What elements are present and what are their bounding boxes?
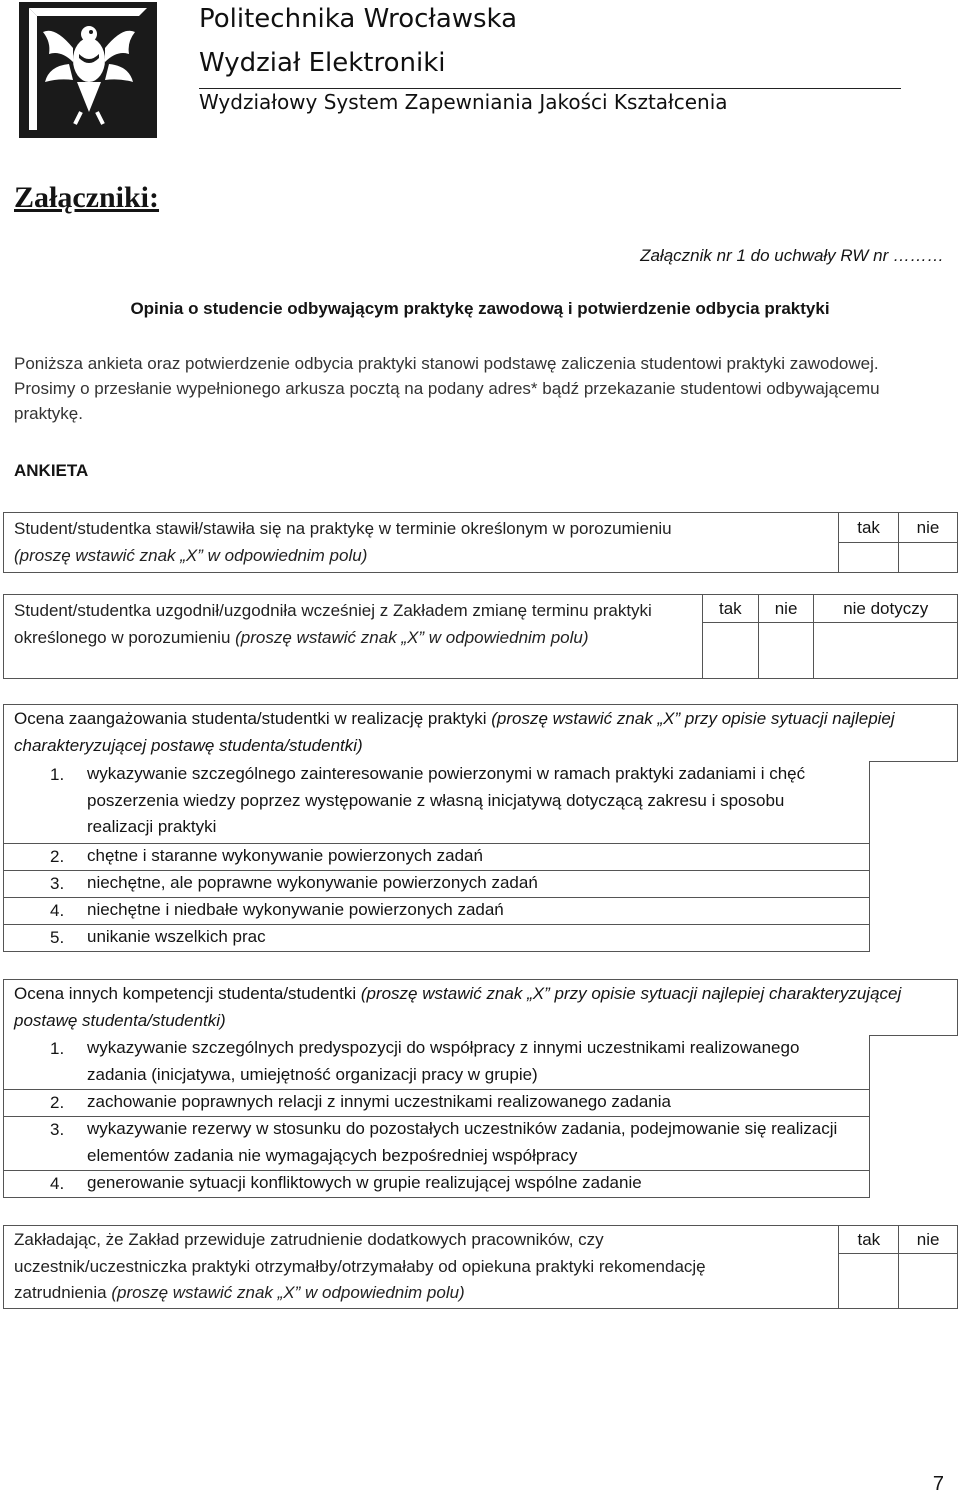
header-divider bbox=[199, 88, 901, 89]
question-attendance-cell bbox=[4, 513, 839, 573]
checkbox-no[interactable] bbox=[758, 623, 814, 679]
list-item-number: 5. bbox=[50, 928, 65, 947]
section-competences bbox=[3, 979, 958, 1198]
question-attendance-hint: (proszę wstawić znak „X” w odpowiednim polu) bbox=[14, 545, 368, 565]
option-yes-label: tak bbox=[702, 595, 758, 623]
option-no-label: nie bbox=[899, 1226, 958, 1254]
option-no-label: nie bbox=[758, 595, 814, 623]
list-item[interactable]: zachowanie poprawnych relacji z innymi uczestnikami realizowanego zadania bbox=[87, 1092, 671, 1111]
list-item-number: 1. bbox=[50, 1039, 65, 1058]
question-recommendation-body bbox=[14, 1227, 734, 1307]
faculty-name: Wydział Elektroniki bbox=[199, 48, 446, 78]
page-number: 7 bbox=[932, 1473, 944, 1495]
section-engagement-heading bbox=[14, 706, 949, 759]
question-schedule-change-text: Student/studentka uzgodnił/uzgodniła wcześniej z Zakładem zmianę terminu praktyki określonego w porozumieniu bbox=[14, 601, 652, 647]
university-logo bbox=[19, 2, 157, 138]
list-item-number: 2. bbox=[50, 1093, 65, 1112]
option-yes-label: tak bbox=[839, 513, 899, 543]
university-name: Politechnika Wrocławska bbox=[199, 4, 518, 34]
question-schedule-change-body bbox=[14, 598, 684, 651]
list-item[interactable]: niechętne i niedbałe wykonywanie powierzonych zadań bbox=[87, 900, 504, 919]
checkbox-yes[interactable] bbox=[702, 623, 758, 679]
list-item-number: 3. bbox=[50, 1120, 65, 1139]
attachments-title: Załączniki: bbox=[14, 181, 160, 214]
question-attendance-text: Student/studentka stawił/stawiła się na praktykę w terminie określonym w porozumieniu bbox=[14, 519, 672, 538]
list-item[interactable]: wykazywanie rezerwy w stosunku do pozostałych uczestników zadania, podejmowanie się realizacji elementów zadania nie wymagających bezpośredniej współpracy bbox=[87, 1119, 838, 1165]
list-item-number: 4. bbox=[50, 1174, 65, 1193]
list-item[interactable]: chętne i staranne wykonywanie powierzonych zadań bbox=[87, 846, 483, 865]
quality-system-name: Wydziałowy System Zapewniania Jakości Kształcenia bbox=[199, 90, 728, 114]
section-engagement-hint: (proszę wstawić znak „X” przy opisie sytuacji najlepiej charakteryzującej postawę studenta/studentki) bbox=[14, 709, 895, 755]
question-recommendation-hint: (proszę wstawić znak „X” w odpowiednim polu) bbox=[111, 1283, 465, 1302]
list-item-number: 4. bbox=[50, 901, 65, 920]
attachment-number: Załącznik nr 1 do uchwały RW nr ……… bbox=[640, 246, 944, 265]
list-item[interactable]: wykazywanie szczególnego zainteresowanie powierzonymi w ramach praktyki zadaniami i chęć poszerzenia wiedzy poprzez występowanie z własną inicjatywą dotyczącą zakresu i sposobu realizacji praktyki bbox=[87, 764, 806, 836]
section-engagement bbox=[3, 704, 958, 952]
question-schedule-change-cell bbox=[4, 595, 703, 679]
list-item-number: 3. bbox=[50, 874, 65, 893]
section-competences-heading bbox=[14, 981, 949, 1034]
checkbox-no[interactable] bbox=[899, 1254, 958, 1308]
question-recommendation-text: Zakładając, że Zakład przewiduje zatrudnienie dodatkowych pracowników, czy uczestnik/uczestniczka praktyki otrzymałby/otrzymałaby od opiekuna praktyki rekomendację zatrudnienia bbox=[14, 1230, 706, 1302]
list-item-number: 1. bbox=[50, 765, 65, 784]
question-recommendation bbox=[3, 1225, 958, 1309]
list-item[interactable]: wykazywanie szczególnych predyspozycji do współpracy z innymi uczestnikami realizowanego zadania (inicjatywa, umiejętność organizacji pracy w grupie) bbox=[87, 1038, 800, 1084]
list-item[interactable]: niechętne, ale poprawne wykonywanie powierzonych zadań bbox=[87, 873, 538, 892]
section-engagement-title: Ocena zaangażowania studenta/studentki w realizację praktyki bbox=[14, 709, 487, 728]
checkbox-yes[interactable] bbox=[839, 1254, 899, 1308]
option-not-applicable-label: nie dotyczy bbox=[814, 595, 958, 623]
checkbox-no[interactable] bbox=[899, 543, 958, 573]
section-competences-title: Ocena innych kompetencji studenta/studentki bbox=[14, 984, 357, 1003]
list-item[interactable]: unikanie wszelkich prac bbox=[87, 927, 266, 946]
list-item-number: 2. bbox=[50, 847, 65, 866]
checkbox-yes[interactable] bbox=[839, 543, 899, 573]
section-competences-hint: (proszę wstawić znak „X” przy opisie sytuacji najlepiej charakteryzującej postawę studenta/studentki) bbox=[14, 984, 902, 1030]
question-attendance bbox=[3, 512, 958, 573]
question-schedule-change bbox=[3, 594, 958, 679]
option-yes-label: tak bbox=[839, 1226, 899, 1254]
option-no-label: nie bbox=[899, 513, 958, 543]
list-item[interactable]: generowanie sytuacji konfliktowych w grupie realizującej wspólne zadanie bbox=[87, 1173, 642, 1192]
intro-paragraph: Poniższa ankieta oraz potwierdzenie odbycia praktyki stanowi podstawę zaliczenia studentowi praktyki zawodowej. Prosimy o przesłanie wypełnionego arkusza pocztą na podany adres* bądź przekazanie studentowi odbywającemu praktykę. bbox=[14, 354, 880, 423]
checkbox-not-applicable[interactable] bbox=[814, 623, 958, 679]
question-schedule-change-hint: (proszę wstawić znak „X” w odpowiednim polu) bbox=[235, 627, 589, 647]
question-recommendation-cell bbox=[4, 1226, 839, 1309]
document-title: Opinia o studencie odbywającym praktykę zawodową i potwierdzenie odbycia praktyki bbox=[130, 299, 830, 318]
survey-label: ANKIETA bbox=[14, 461, 89, 480]
